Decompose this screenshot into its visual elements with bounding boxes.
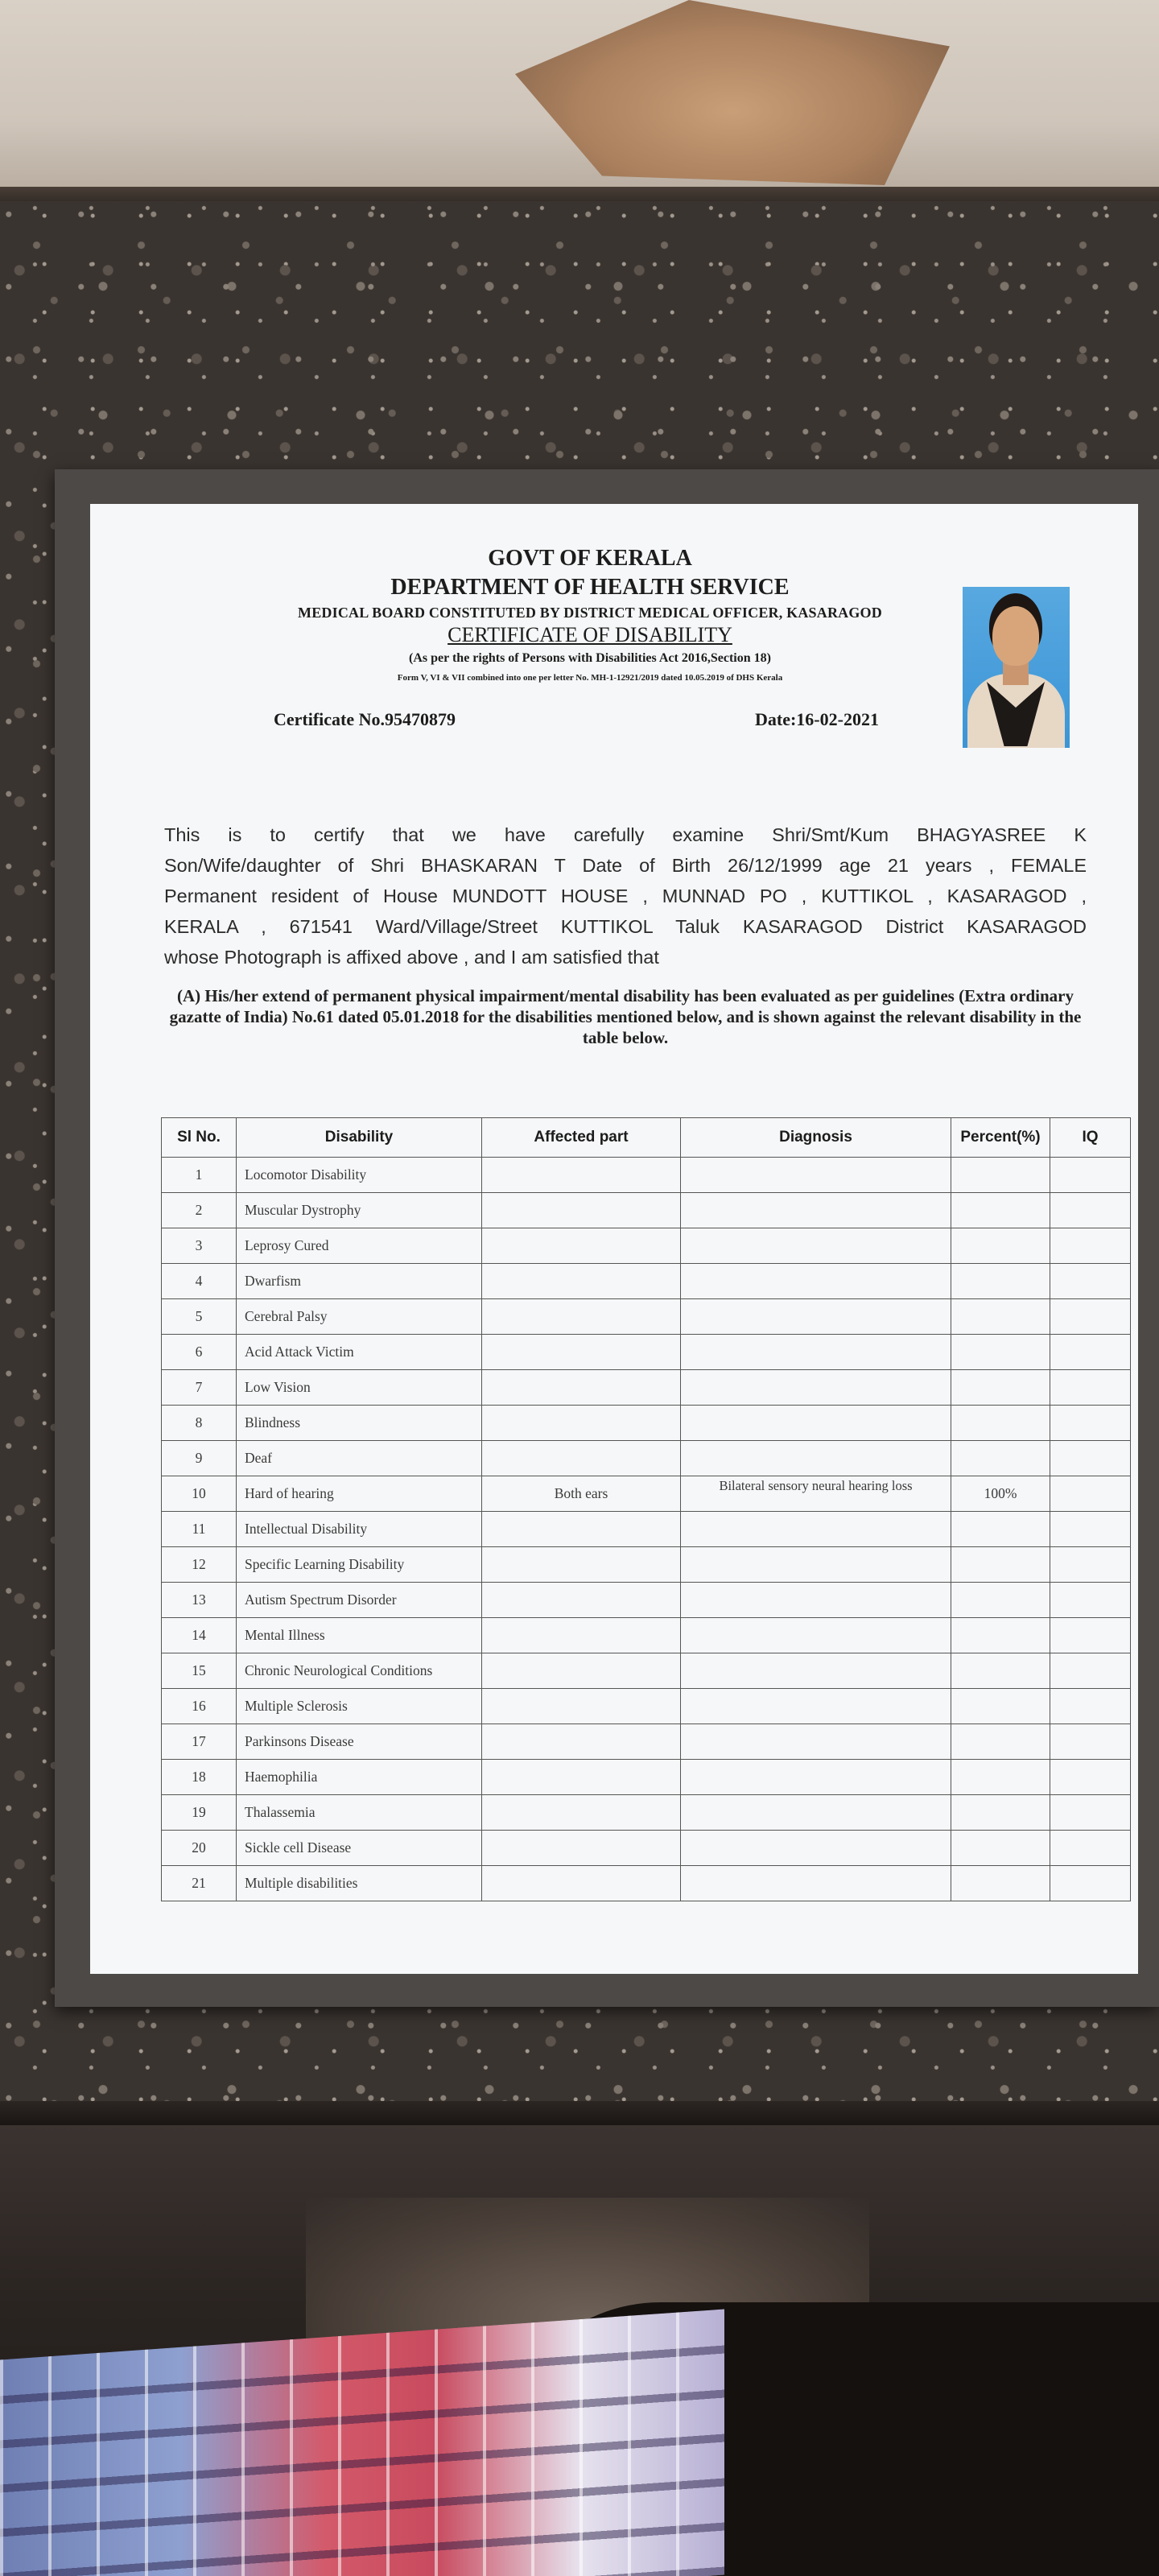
table-row	[162, 1689, 1131, 1724]
body-line: KERALA , 671541 Ward/Village/Street KUTTIKOL Taluk KASARAGOD District KASARAGOD	[164, 916, 1087, 937]
percent-cell	[951, 1512, 1050, 1547]
iq-cell	[1050, 1724, 1131, 1760]
sl-cell: 21	[162, 1866, 237, 1901]
disability-cell: Dwarfism	[237, 1264, 482, 1299]
disability-table	[161, 1117, 1131, 1901]
body-line: Son/Wife/daughter of Shri BHASKARAN T Date of Birth 26/12/1999 age 21 years , FEMALE	[164, 855, 1087, 876]
sl-cell: 8	[162, 1406, 237, 1441]
table-row	[162, 1476, 1131, 1512]
sl-cell: 15	[162, 1653, 237, 1689]
affected-part-cell	[482, 1583, 681, 1618]
table-row	[162, 1228, 1131, 1264]
sl-cell: 1	[162, 1158, 237, 1193]
diagnosis-cell	[681, 1370, 951, 1406]
percent-cell	[951, 1228, 1050, 1264]
iq-cell	[1050, 1760, 1131, 1795]
col-header-diagnosis: Diagnosis	[681, 1118, 951, 1158]
header-medical-board: MEDICAL BOARD CONSTITUTED BY DISTRICT MEDICAL OFFICER, KASARAGOD	[298, 605, 882, 621]
percent-cell	[951, 1689, 1050, 1724]
affected-part-cell	[482, 1547, 681, 1583]
iq-cell	[1050, 1689, 1131, 1724]
percent-cell: 100%	[951, 1476, 1050, 1512]
percent-cell	[951, 1583, 1050, 1618]
affected-part-cell	[482, 1831, 681, 1866]
table-row	[162, 1760, 1131, 1795]
disability-cell: Specific Learning Disability	[237, 1547, 482, 1583]
certificate-title: CERTIFICATE OF DISABILITY	[448, 623, 732, 646]
table-row	[162, 1866, 1131, 1901]
percent-cell	[951, 1653, 1050, 1689]
affected-part-cell	[482, 1618, 681, 1653]
certificate-number: Certificate No.95470879	[274, 709, 456, 729]
iq-cell	[1050, 1512, 1131, 1547]
diagnosis-cell	[681, 1512, 951, 1547]
table-row	[162, 1618, 1131, 1653]
body-line: whose Photograph is affixed above , and I am satisfied that	[164, 947, 659, 968]
affected-part-cell	[482, 1866, 681, 1901]
section-a-statement: (A) His/her extend of permanent physical impairment/mental disability has been evaluated as per guidelines (Extra ordinary gazatte of India) No.61 dated 05.01.2018 for the disabilities mentioned below, and is shown against the relevant disability in the table below.	[169, 986, 1082, 1047]
disability-cell: Hard of hearing	[237, 1476, 482, 1512]
iq-cell	[1050, 1795, 1131, 1831]
ceiling-wood-panel	[515, 0, 950, 185]
affected-part-cell	[482, 1228, 681, 1264]
diagnosis-cell	[681, 1299, 951, 1335]
sl-cell: 18	[162, 1760, 237, 1795]
percent-cell	[951, 1406, 1050, 1441]
diagnosis-cell	[681, 1547, 951, 1583]
affected-part-cell	[482, 1193, 681, 1228]
applicant-photo	[963, 587, 1070, 748]
diagnosis-cell	[681, 1618, 951, 1653]
sl-cell: 10	[162, 1476, 237, 1512]
diagnosis-cell	[681, 1228, 951, 1264]
disability-cell: Thalassemia	[237, 1795, 482, 1831]
diagnosis-cell	[681, 1406, 951, 1441]
percent-cell	[951, 1866, 1050, 1901]
col-header-iq: IQ	[1050, 1118, 1131, 1158]
sl-cell: 2	[162, 1193, 237, 1228]
sl-cell: 17	[162, 1724, 237, 1760]
disability-cell: Leprosy Cured	[237, 1228, 482, 1264]
affected-part-cell: Both ears	[482, 1476, 681, 1512]
iq-cell	[1050, 1193, 1131, 1228]
header-department: DEPARTMENT OF HEALTH SERVICE	[390, 575, 790, 600]
iq-cell	[1050, 1299, 1131, 1335]
table-row	[162, 1653, 1131, 1689]
sl-cell: 20	[162, 1831, 237, 1866]
percent-cell	[951, 1299, 1050, 1335]
diagnosis-cell	[681, 1760, 951, 1795]
iq-cell	[1050, 1653, 1131, 1689]
body-line: Permanent resident of House MUNDOTT HOUSE , MUNNAD PO , KUTTIKOL , KASARAGOD ,	[164, 886, 1087, 906]
affected-part-cell	[482, 1795, 681, 1831]
body-line: This is to certify that we have carefully examine Shri/Smt/Kum BHAGYASREE K	[164, 824, 1087, 845]
diagnosis-cell	[681, 1866, 951, 1901]
col-header-sl: Sl No.	[162, 1118, 237, 1158]
percent-cell	[951, 1760, 1050, 1795]
iq-cell	[1050, 1476, 1131, 1512]
affected-part-cell	[482, 1653, 681, 1689]
sl-cell: 9	[162, 1441, 237, 1476]
affected-part-cell	[482, 1335, 681, 1370]
iq-cell	[1050, 1866, 1131, 1901]
col-header-disability: Disability	[237, 1118, 482, 1158]
table-header-row	[162, 1118, 1131, 1158]
table-row	[162, 1583, 1131, 1618]
table-row	[162, 1406, 1131, 1441]
percent-cell	[951, 1618, 1050, 1653]
affected-part-cell	[482, 1406, 681, 1441]
certificate-paper	[90, 504, 1138, 1974]
diagnosis-cell	[681, 1831, 951, 1866]
ceiling-edge	[0, 187, 1159, 201]
iq-cell	[1050, 1228, 1131, 1264]
diagnosis-cell	[681, 1193, 951, 1228]
table-row	[162, 1370, 1131, 1406]
table-row	[162, 1724, 1131, 1760]
table-row	[162, 1264, 1131, 1299]
affected-part-cell	[482, 1158, 681, 1193]
table-row	[162, 1831, 1131, 1866]
disability-cell: Multiple Sclerosis	[237, 1689, 482, 1724]
disability-cell: Haemophilia	[237, 1760, 482, 1795]
affected-part-cell	[482, 1724, 681, 1760]
diagnosis-cell: Bilateral sensory neural hearing loss	[681, 1476, 951, 1512]
iq-cell	[1050, 1618, 1131, 1653]
percent-cell	[951, 1158, 1050, 1193]
sl-cell: 7	[162, 1370, 237, 1406]
sl-cell: 5	[162, 1299, 237, 1335]
sl-cell: 12	[162, 1547, 237, 1583]
iq-cell	[1050, 1583, 1131, 1618]
affected-part-cell	[482, 1512, 681, 1547]
sl-cell: 11	[162, 1512, 237, 1547]
table-row	[162, 1795, 1131, 1831]
diagnosis-cell	[681, 1689, 951, 1724]
disability-cell: Sickle cell Disease	[237, 1831, 482, 1866]
granite-edge	[0, 2101, 1159, 2125]
col-header-percent: Percent(%)	[951, 1118, 1050, 1158]
percent-cell	[951, 1441, 1050, 1476]
table-row	[162, 1547, 1131, 1583]
table-row	[162, 1193, 1131, 1228]
percent-cell	[951, 1264, 1050, 1299]
sl-cell: 19	[162, 1795, 237, 1831]
disability-cell: Parkinsons Disease	[237, 1724, 482, 1760]
disability-cell: Blindness	[237, 1406, 482, 1441]
affected-part-cell	[482, 1689, 681, 1724]
sl-cell: 16	[162, 1689, 237, 1724]
percent-cell	[951, 1370, 1050, 1406]
iq-cell	[1050, 1335, 1131, 1370]
table-row	[162, 1299, 1131, 1335]
disability-cell: Intellectual Disability	[237, 1512, 482, 1547]
certification-paragraph	[164, 819, 1087, 972]
checked-cloth	[0, 2310, 724, 2576]
percent-cell	[951, 1831, 1050, 1866]
table-row	[162, 1158, 1131, 1193]
diagnosis-cell	[681, 1158, 951, 1193]
sl-cell: 4	[162, 1264, 237, 1299]
percent-cell	[951, 1724, 1050, 1760]
diagnosis-cell	[681, 1583, 951, 1618]
disability-cell: Acid Attack Victim	[237, 1335, 482, 1370]
disability-cell: Autism Spectrum Disorder	[237, 1583, 482, 1618]
affected-part-cell	[482, 1441, 681, 1476]
diagnosis-cell	[681, 1441, 951, 1476]
percent-cell	[951, 1547, 1050, 1583]
sl-cell: 13	[162, 1583, 237, 1618]
photo-head	[992, 606, 1039, 666]
iq-cell	[1050, 1547, 1131, 1583]
floor-background	[0, 2125, 1159, 2576]
disability-cell: Deaf	[237, 1441, 482, 1476]
iq-cell	[1050, 1158, 1131, 1193]
col-header-affected-part: Affected part	[482, 1118, 681, 1158]
iq-cell	[1050, 1441, 1131, 1476]
diagnosis-cell	[681, 1264, 951, 1299]
table-row	[162, 1441, 1131, 1476]
disability-cell: Muscular Dystrophy	[237, 1193, 482, 1228]
sl-cell: 14	[162, 1618, 237, 1653]
header-govt: GOVT OF KERALA	[488, 546, 692, 571]
table-row	[162, 1335, 1131, 1370]
disability-cell: Low Vision	[237, 1370, 482, 1406]
percent-cell	[951, 1795, 1050, 1831]
diagnosis-cell	[681, 1335, 951, 1370]
iq-cell	[1050, 1831, 1131, 1866]
affected-part-cell	[482, 1299, 681, 1335]
iq-cell	[1050, 1406, 1131, 1441]
percent-cell	[951, 1193, 1050, 1228]
disability-cell: Locomotor Disability	[237, 1158, 482, 1193]
disability-cell: Chronic Neurological Conditions	[237, 1653, 482, 1689]
affected-part-cell	[482, 1760, 681, 1795]
affected-part-cell	[482, 1264, 681, 1299]
diagnosis-cell	[681, 1795, 951, 1831]
percent-cell	[951, 1335, 1050, 1370]
sl-cell: 3	[162, 1228, 237, 1264]
table-row	[162, 1512, 1131, 1547]
affected-part-cell	[482, 1370, 681, 1406]
table-body	[162, 1158, 1131, 1901]
disability-cell: Mental Illness	[237, 1618, 482, 1653]
diagnosis-cell	[681, 1724, 951, 1760]
iq-cell	[1050, 1370, 1131, 1406]
ceiling-background	[0, 0, 1159, 201]
iq-cell	[1050, 1264, 1131, 1299]
disability-cell: Multiple disabilities	[237, 1866, 482, 1901]
rights-act-note: (As per the rights of Persons with Disabilities Act 2016,Section 18)	[409, 651, 771, 665]
sl-cell: 6	[162, 1335, 237, 1370]
disability-cell: Cerebral Palsy	[237, 1299, 482, 1335]
certificate-date: Date:16-02-2021	[755, 709, 879, 729]
diagnosis-cell	[681, 1653, 951, 1689]
form-reference-note: Form V, VI & VII combined into one per letter No. MH-1-12921/2019 dated 10.05.2019 of DHS Kerala	[397, 673, 783, 683]
